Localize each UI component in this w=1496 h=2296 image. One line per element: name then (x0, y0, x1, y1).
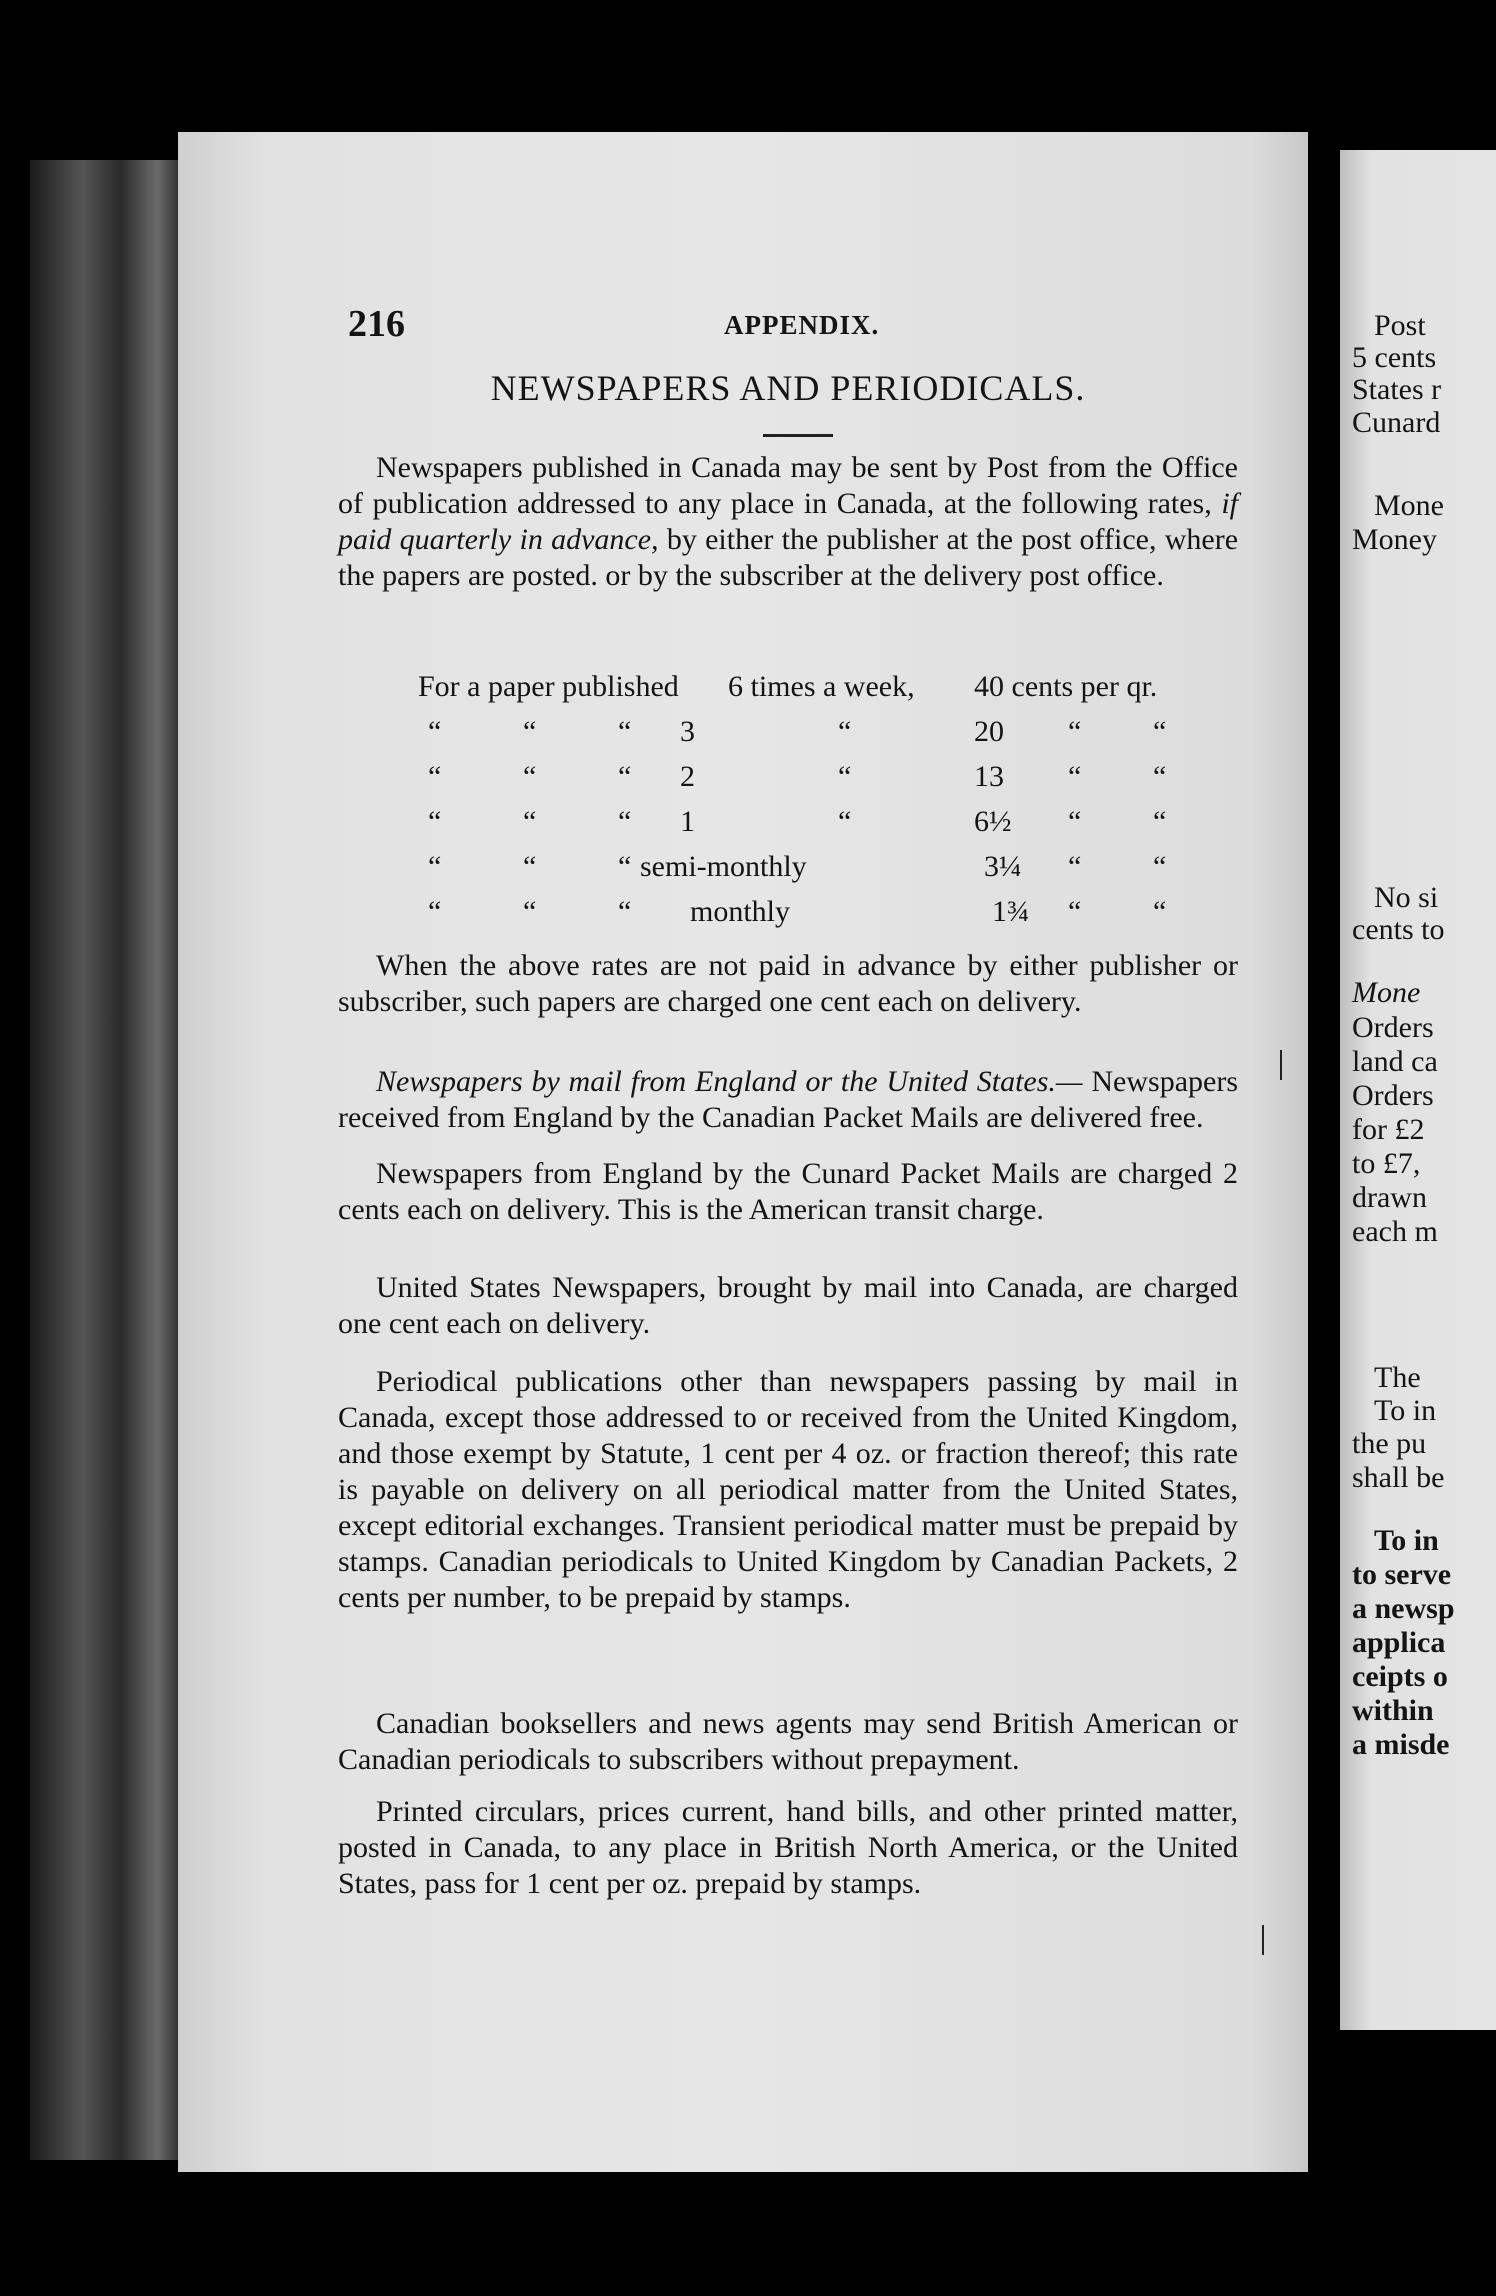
facing-page-line: to serve (1352, 1558, 1452, 1591)
title-rule (763, 434, 833, 437)
rate-row (418, 889, 1218, 934)
facing-page-line: 5 cents (1352, 341, 1437, 374)
intro-italic: if paid quarterly in advance, (338, 487, 1239, 556)
section-title: NEWSPAPERS AND PERIODICALS. (490, 368, 1086, 408)
circulars-paragraph: Printed circulars, prices current, hand bills, and other printed matter, posted in Canada, to any place in British North America, or the United States, pass for 1 cent per oz. prepaid by stamps. (338, 1795, 1238, 1900)
page-number: 216 (348, 303, 405, 345)
facing-page-line: Cunard (1352, 406, 1441, 439)
rate-value: 13 (974, 760, 1004, 793)
ditto-mark: “ (618, 805, 632, 838)
facing-page-line: land ca (1352, 1045, 1438, 1078)
facing-page-line: Post (1374, 309, 1426, 342)
ditto-mark: “ (523, 850, 537, 883)
facing-page-line: a misde (1352, 1728, 1450, 1761)
facing-page-line: shall be (1352, 1461, 1445, 1494)
rate-rows (418, 709, 1218, 934)
rate-frequency: 3 (680, 715, 695, 748)
rate-value: 3¼ (984, 850, 1022, 883)
rate-row (418, 709, 1218, 754)
facing-page-line: States r (1352, 373, 1442, 406)
rate-frequency: semi-monthly (640, 850, 807, 883)
facing-page-line: Orders (1352, 1011, 1434, 1044)
ditto-mark: “ (523, 805, 537, 838)
facing-page-line: Orders (1352, 1079, 1434, 1112)
by-mail-paragraph (338, 1064, 1238, 1136)
facing-page-line: Mone (1352, 976, 1421, 1009)
ditto-mark: “ (618, 715, 632, 748)
ditto-mark: “ (1153, 850, 1167, 883)
booksellers-paragraph: Canadian booksellers and news agents may send British American or Canadian periodicals to subscribers without prepayment. (338, 1707, 1238, 1776)
rate-row-first (418, 664, 1218, 709)
facing-page (1340, 150, 1496, 2030)
ditto-mark: “ (618, 760, 632, 793)
rate-value: 20 (974, 715, 1004, 748)
intro-paragraph (338, 450, 1238, 594)
rate-frequency: 1 (680, 805, 695, 838)
facing-page-line: each m (1352, 1215, 1438, 1248)
rate-value: 1¾ (992, 895, 1030, 928)
facing-page-line: Money (1352, 523, 1437, 556)
us-papers-paragraph: United States Newspapers, brought by mail into Canada, are charged one cent each on delivery. (338, 1271, 1238, 1340)
ditto-mark: “ (618, 850, 632, 883)
ditto-mark: “ (618, 895, 632, 928)
facing-page-line: To in (1374, 1524, 1439, 1557)
facing-page-line: the pu (1352, 1427, 1427, 1460)
margin-mark (1280, 1050, 1282, 1080)
rate-row (418, 844, 1218, 889)
rates-table (418, 664, 1218, 934)
ditto-mark: “ (523, 895, 537, 928)
ditto-mark: “ (838, 715, 852, 748)
by-mail-text: Newspapers received from England by the Canadian Packet Mails are delivered free. (338, 1065, 1238, 1134)
rate-frequency: 6 times a week, (728, 670, 915, 703)
cunard-paragraph: Newspapers from England by the Cunard Packet Mails are charged 2 cents each on delivery. This is the American transit charge. (338, 1157, 1238, 1226)
intro-text-2: by either the publisher at the post office, where the papers are posted. or by the subscriber at the delivery post office. (338, 523, 1239, 592)
rate-value: 6½ (974, 805, 1012, 838)
ditto-mark: “ (428, 760, 442, 793)
rate-frequency: monthly (690, 895, 791, 928)
facing-page-line: cents to (1352, 913, 1445, 946)
ditto-mark: “ (1153, 805, 1167, 838)
ditto-mark: “ (1068, 805, 1082, 838)
book-binding (30, 160, 180, 2160)
ditto-mark: “ (1153, 760, 1167, 793)
facing-page-line: To in (1374, 1394, 1437, 1427)
ditto-mark: “ (523, 760, 537, 793)
rate-row (418, 754, 1218, 799)
facing-page-line: Mone (1374, 489, 1444, 522)
facing-page-line: The (1374, 1361, 1421, 1394)
intro-text-1: Newspapers published in Canada may be sent by Post from the Office of publication addressed to any place in Canada, at the following rates, (338, 451, 1238, 520)
ditto-mark: “ (838, 760, 852, 793)
rate-value: 40 cents per qr. (974, 670, 1158, 703)
rate-row (418, 799, 1218, 844)
ditto-mark: “ (1153, 895, 1167, 928)
ditto-mark: “ (523, 715, 537, 748)
facing-page-line: applica (1352, 1626, 1446, 1659)
book-page-216 (178, 132, 1308, 2172)
facing-page-line: a newsp (1352, 1592, 1455, 1625)
ditto-mark: “ (428, 895, 442, 928)
ditto-mark: “ (428, 715, 442, 748)
facing-page-line: No si (1374, 881, 1439, 914)
margin-mark (1262, 1925, 1264, 1955)
ditto-mark: “ (838, 805, 852, 838)
ditto-mark: “ (1153, 715, 1167, 748)
by-mail-heading: Newspapers by mail from England or the United States.— (376, 1065, 1083, 1098)
rate-prefix: For a paper published (418, 670, 679, 703)
ditto-mark: “ (428, 850, 442, 883)
ditto-mark: “ (1068, 715, 1082, 748)
ditto-mark: “ (1068, 760, 1082, 793)
facing-page-line: to £7, (1352, 1147, 1421, 1180)
periodicals-paragraph: Periodical publications other than newspapers passing by mail in Canada, except those addressed to or received from the United Kingdom, and those exempt by Statute, 1 cent per 4 oz. or fraction thereof; this rate is payable on delivery on all periodical matter from the United States, except editorial exchanges. Transient periodical matter must be prepaid by stamps. Canadian periodicals to United Kingdom by Canadian Packets, 2 cents per number, to be prepaid by stamps. (338, 1365, 1238, 1614)
running-head (348, 302, 1228, 352)
ditto-mark: “ (428, 805, 442, 838)
ditto-mark: “ (1068, 895, 1082, 928)
facing-page-line: for £2 (1352, 1113, 1425, 1146)
not-paid-paragraph: When the above rates are not paid in advance by either publisher or subscriber, such papers are charged one cent each on delivery. (338, 949, 1238, 1018)
facing-page-line: ceipts o (1352, 1660, 1448, 1693)
rate-frequency: 2 (680, 760, 695, 793)
ditto-mark: “ (1068, 850, 1082, 883)
running-head-label: APPENDIX. (724, 310, 880, 340)
facing-page-line: drawn (1352, 1181, 1427, 1214)
facing-page-line: within (1352, 1694, 1434, 1727)
